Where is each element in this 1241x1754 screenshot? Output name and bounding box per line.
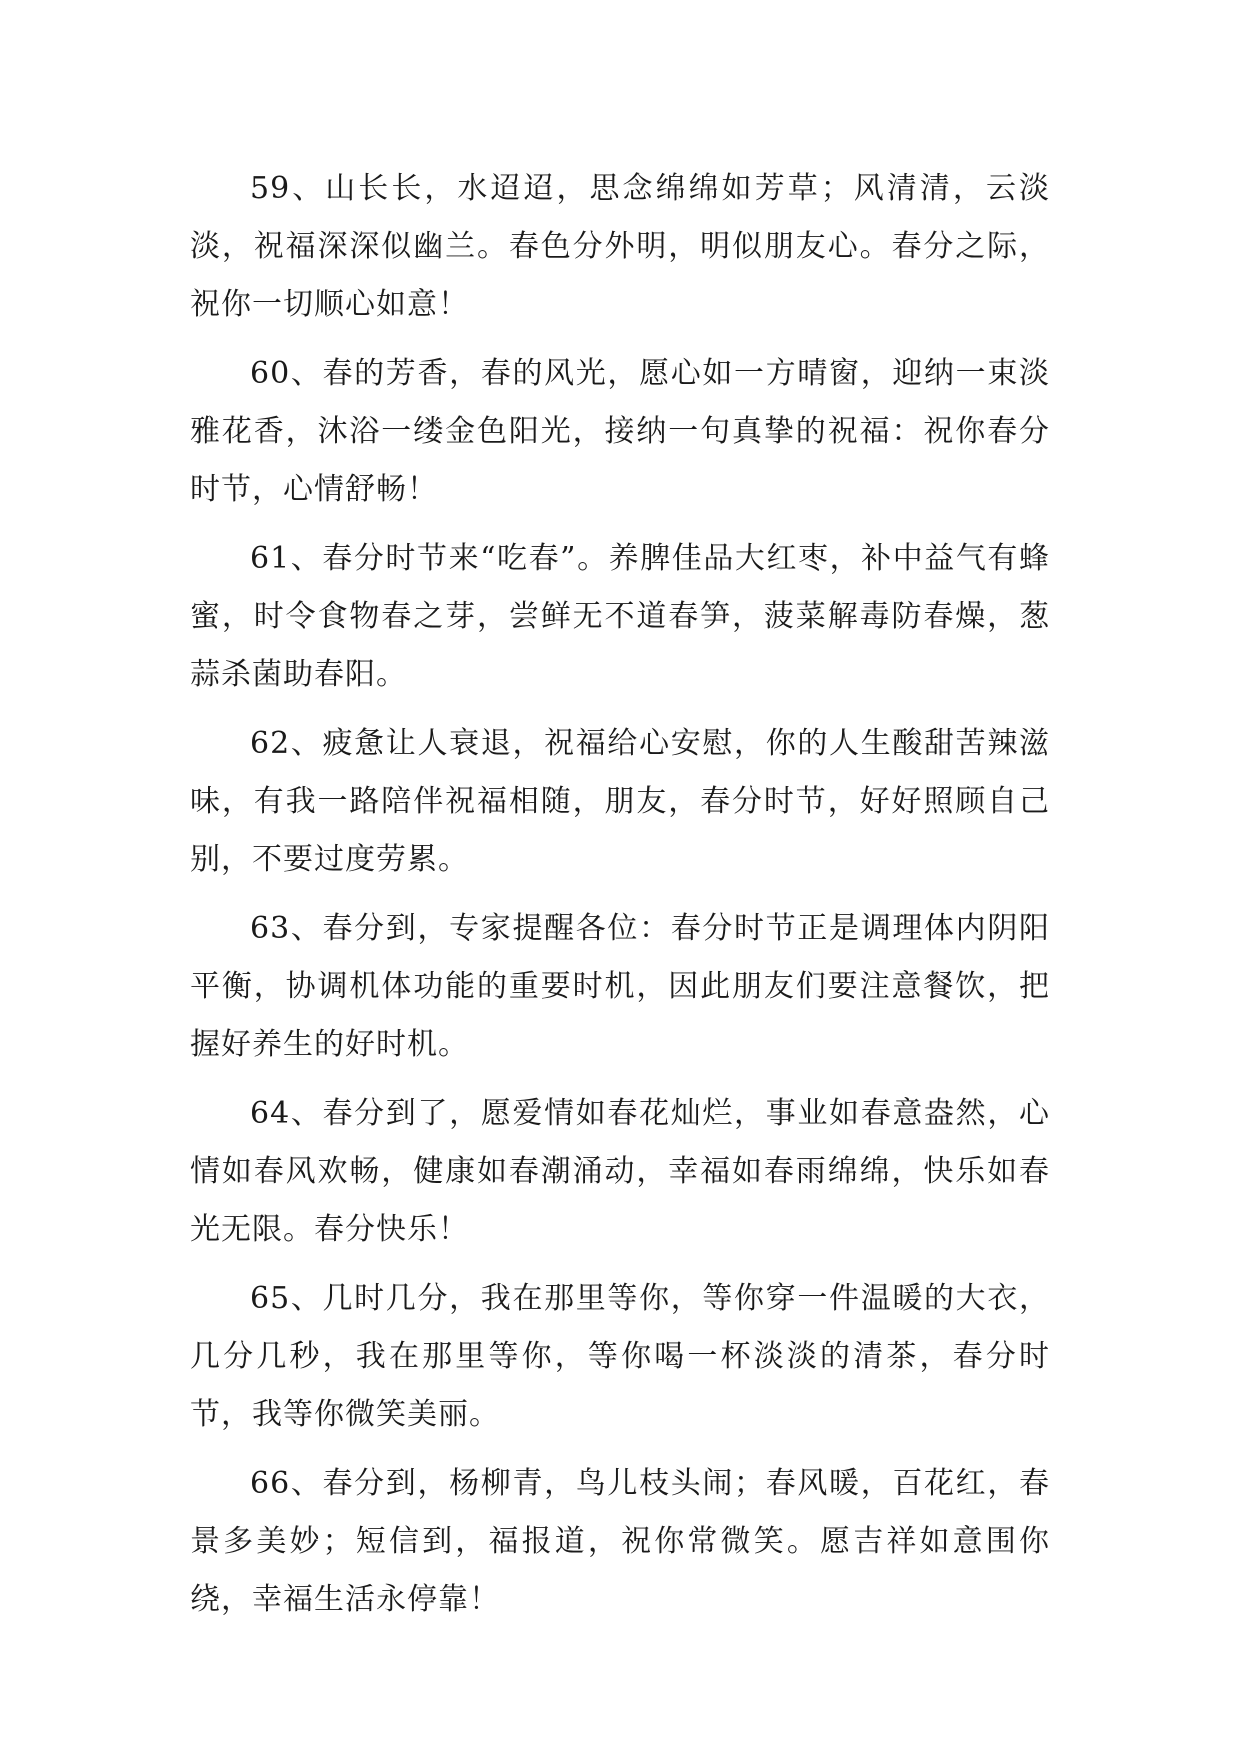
paragraph-60: 60、春的芳香，春的风光，愿心如一方晴窗，迎纳一束淡雅花香，沐浴一缕金色阳光，接纳一句真挚的祝福：祝你春分时节，心情舒畅！ [190, 356, 1050, 507]
paragraph-64: 64、春分到了，愿爱情如春花灿烂，事业如春意盎然，心情如春风欢畅，健康如春潮涌动，幸福如春雨绵绵，快乐如春光无限。春分快乐！ [190, 1096, 1050, 1247]
document-body [190, 160, 1050, 1640]
paragraph-59: 59、山长长，水迢迢，思念绵绵如芳草；风清清，云淡淡，祝福深深似幽兰。春色分外明，明似朋友心。春分之际，祝你一切顺心如意！ [190, 171, 1050, 322]
paragraph-65: 65、几时几分，我在那里等你，等你穿一件温暖的大衣，几分几秒，我在那里等你，等你喝一杯淡淡的清茶，春分时节，我等你微笑美丽。 [190, 1281, 1050, 1432]
paragraph-66: 66、春分到，杨柳青，鸟儿枝头闹；春风暖，百花红，春景多美妙；短信到，福报道，祝你常微笑。愿吉祥如意围你绕，幸福生活永停靠！ [190, 1466, 1050, 1617]
paragraph-61: 61、春分时节来“吃春”。养脾佳品大红枣，补中益气有蜂蜜，时令食物春之芽，尝鲜无不道春笋，菠菜解毒防春燥，葱蒜杀菌助春阳。 [190, 541, 1050, 692]
paragraph-62: 62、疲惫让人衰退，祝福给心安慰，你的人生酸甜苦辣滋味，有我一路陪伴祝福相随，朋友，春分时节，好好照顾自己别，不要过度劳累。 [190, 726, 1050, 877]
paragraph-63: 63、春分到，专家提醒各位：春分时节正是调理体内阴阳平衡，协调机体功能的重要时机，因此朋友们要注意餐饮，把握好养生的好时机。 [190, 911, 1050, 1062]
